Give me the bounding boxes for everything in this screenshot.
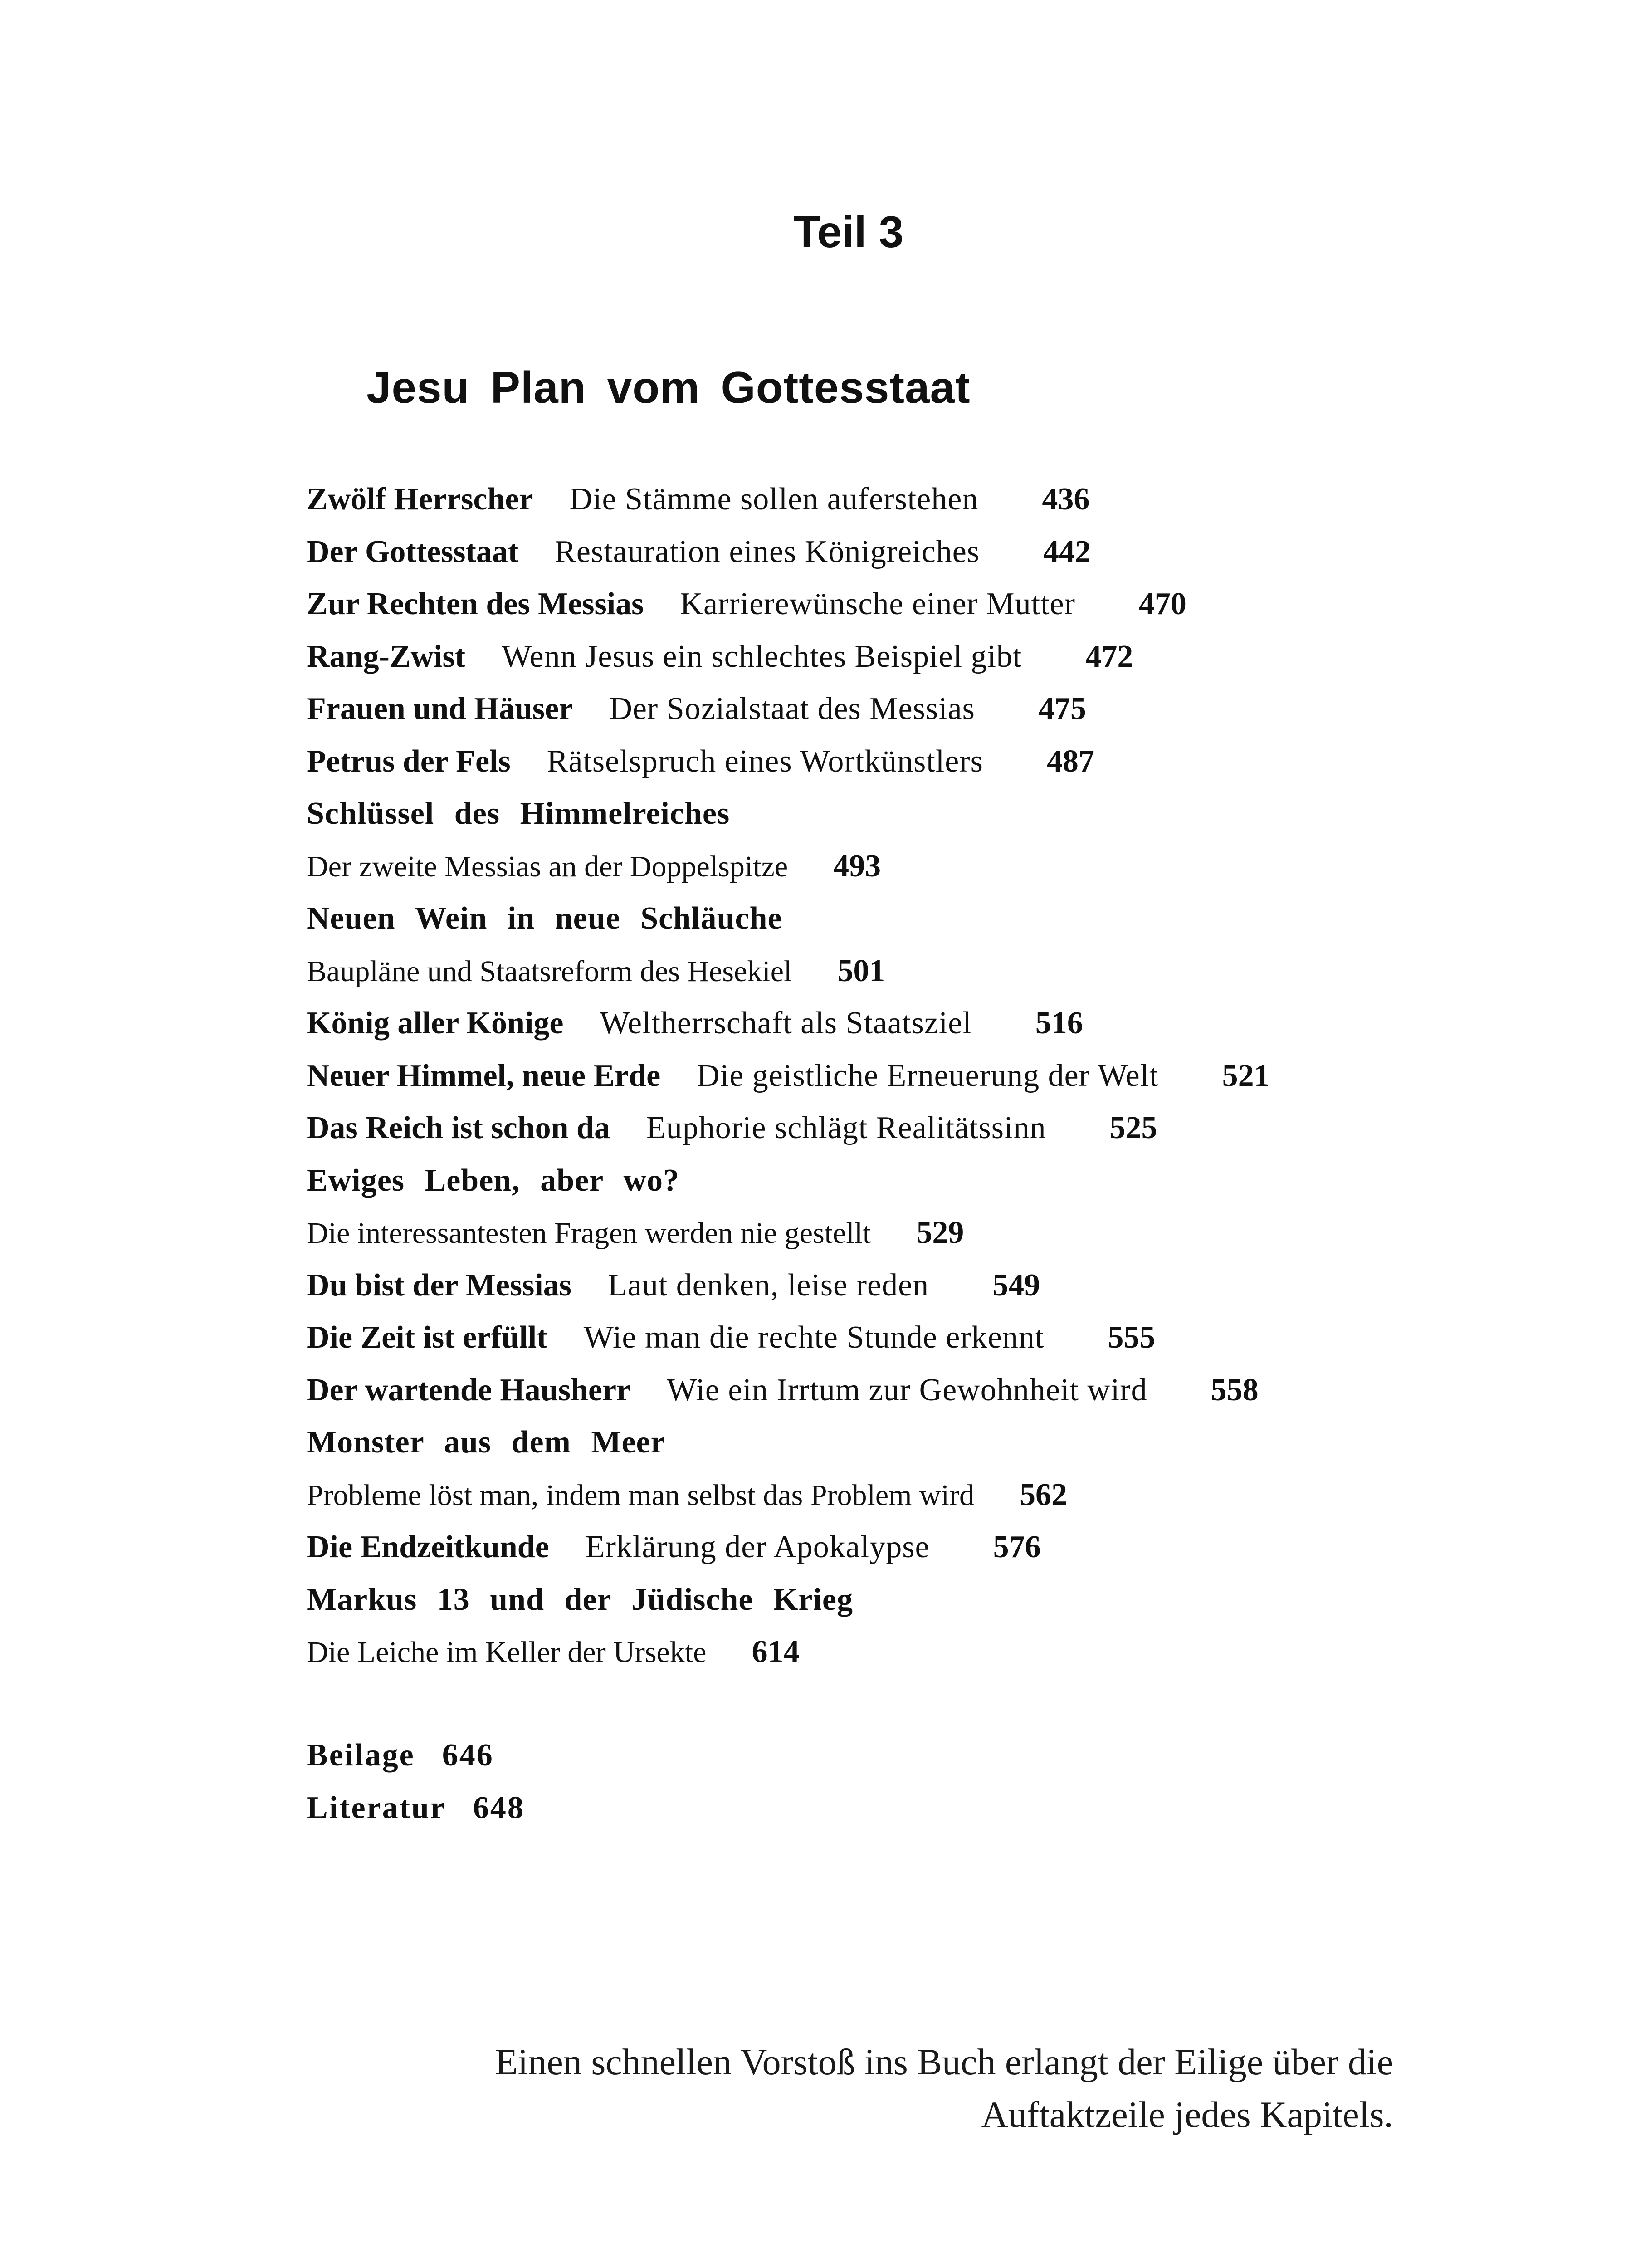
toc-entry [307, 526, 1440, 578]
toc-entry-subtitle: Wie ein Irrtum zur Gewohnheit wird [667, 1372, 1147, 1408]
toc-entry-title: Ewiges Leben, aber wo? [307, 1163, 680, 1198]
toc-entry-title: Neuen Wein in neue Schläuche [307, 901, 782, 936]
appendix-page-number: 648 [473, 1790, 525, 1825]
toc-heading [307, 1154, 1440, 1207]
toc-entry-subtitle: Wie man die rechte Stunde erkennt [583, 1320, 1045, 1355]
toc-entry-subtitle: Weltherrschaft als Staatsziel [600, 1006, 972, 1041]
appendix-title: Literatur [307, 1790, 446, 1825]
toc-entry-subtitle: Der zweite Messias an der Doppelspitze [307, 850, 788, 883]
toc-heading [307, 892, 1440, 945]
toc-entry-subtitle: Laut denken, leise reden [608, 1267, 929, 1303]
toc-page-number: 558 [1211, 1372, 1259, 1408]
toc-sub [307, 1626, 1440, 1678]
toc-page-number: 562 [1019, 1477, 1067, 1512]
toc-entry-title: Rang-Zwist [307, 639, 466, 674]
appendix-entry [307, 1782, 525, 1834]
toc-entry-subtitle: Euphorie schlägt Realitätssinn [646, 1110, 1046, 1145]
toc-entry-subtitle: Rätselspruch eines Wortkünstlers [547, 743, 983, 779]
toc-entry-title: König aller Könige [307, 1006, 564, 1041]
toc-entry-title: Frauen und Häuser [307, 691, 573, 726]
footer-note-line-1: Einen schnellen Vorstoß ins Buch erlangt der Eilige über die [495, 2041, 1393, 2082]
toc-page-number: 529 [916, 1215, 964, 1250]
toc-entry [307, 997, 1440, 1050]
toc-entry-title: Petrus der Fels [307, 743, 511, 779]
toc-entry-subtitle: Probleme löst man, indem man selbst das Problem wird [307, 1478, 974, 1512]
toc-page-number: 442 [1043, 534, 1091, 569]
part-title: Teil 3 [793, 207, 904, 257]
toc-entry [307, 735, 1440, 788]
appendix-list [307, 1729, 525, 1834]
footer-note [495, 2036, 1393, 2141]
toc-heading [307, 1574, 1440, 1626]
toc-page-number: 436 [1042, 482, 1090, 517]
table-of-contents [307, 473, 1440, 1678]
toc-entry-title: Du bist der Messias [307, 1267, 572, 1303]
appendix-page-number: 646 [442, 1738, 494, 1773]
toc-heading [307, 787, 1440, 840]
toc-page-number: 487 [1046, 743, 1094, 779]
toc-page-number: 555 [1108, 1320, 1156, 1355]
toc-entry-title: Zwölf Herrscher [307, 482, 533, 517]
toc-page-number: 475 [1038, 691, 1086, 726]
toc-entry-subtitle: Die Leiche im Keller der Ursekte [307, 1636, 707, 1669]
toc-entry-subtitle: Der Sozialstaat des Messias [609, 691, 975, 726]
toc-sub [307, 1469, 1440, 1521]
toc-entry [307, 1050, 1440, 1102]
toc-entry-subtitle: Die geistliche Erneuerung der Welt [697, 1058, 1159, 1093]
toc-entry-subtitle: Erklärung der Apokalypse [585, 1530, 930, 1564]
toc-entry-title: Das Reich ist schon da [307, 1110, 610, 1145]
toc-page-number: 521 [1222, 1058, 1270, 1093]
toc-entry-title: Zur Rechten des Messias [307, 587, 644, 621]
toc-entry [307, 473, 1440, 526]
appendix-title: Beilage [307, 1738, 415, 1773]
toc-sub [307, 1207, 1440, 1259]
toc-entry-title: Schlüssel des Himmelreiches [307, 796, 730, 831]
toc-page-number: 614 [752, 1634, 800, 1669]
toc-heading [307, 1416, 1440, 1469]
toc-entry-title: Der Gottesstaat [307, 534, 519, 569]
toc-entry-title: Die Zeit ist erfüllt [307, 1320, 547, 1355]
toc-page-number: 501 [837, 953, 885, 988]
footer-note-line-2: Auftaktzeile jedes Kapitels. [981, 2094, 1393, 2135]
toc-page-number: 470 [1138, 587, 1186, 621]
toc-entry-subtitle: Baupläne und Staatsreform des Hesekiel [307, 954, 792, 988]
toc-entry [307, 1364, 1440, 1417]
toc-entry-title: Markus 13 und der Jüdische Krieg [307, 1582, 853, 1617]
toc-entry [307, 578, 1440, 631]
toc-sub [307, 945, 1440, 997]
toc-page-number: 472 [1085, 639, 1133, 674]
toc-entry-subtitle: Die Stämme sollen auferstehen [569, 482, 979, 517]
toc-entry-title: Der wartende Hausherr [307, 1372, 631, 1408]
toc-entry-title: Neuer Himmel, neue Erde [307, 1058, 661, 1093]
toc-entry [307, 1102, 1440, 1154]
section-title: Jesu Plan vom Gottesstaat [366, 362, 971, 412]
toc-entry [307, 1521, 1440, 1574]
toc-entry [307, 1259, 1440, 1312]
toc-entry [307, 1311, 1440, 1364]
toc-page-number: 525 [1109, 1110, 1157, 1145]
toc-entry-subtitle: Die interessantesten Fragen werden nie gestellt [307, 1217, 871, 1250]
toc-sub [307, 840, 1440, 893]
toc-entry [307, 631, 1440, 683]
toc-entry-title: Die Endzeitkunde [307, 1530, 549, 1564]
toc-entry-subtitle: Wenn Jesus ein schlechtes Beispiel gibt [502, 639, 1022, 674]
toc-page-number: 493 [833, 848, 881, 884]
toc-entry [307, 683, 1440, 735]
toc-entry-title: Monster aus dem Meer [307, 1425, 665, 1460]
appendix-entry [307, 1729, 525, 1782]
toc-entry-subtitle: Karrierewünsche einer Mutter [680, 587, 1075, 621]
toc-page-number: 549 [992, 1267, 1040, 1303]
toc-page-number: 516 [1035, 1006, 1083, 1041]
toc-entry-subtitle: Restauration eines Königreiches [555, 534, 980, 569]
toc-page-number: 576 [993, 1530, 1041, 1564]
